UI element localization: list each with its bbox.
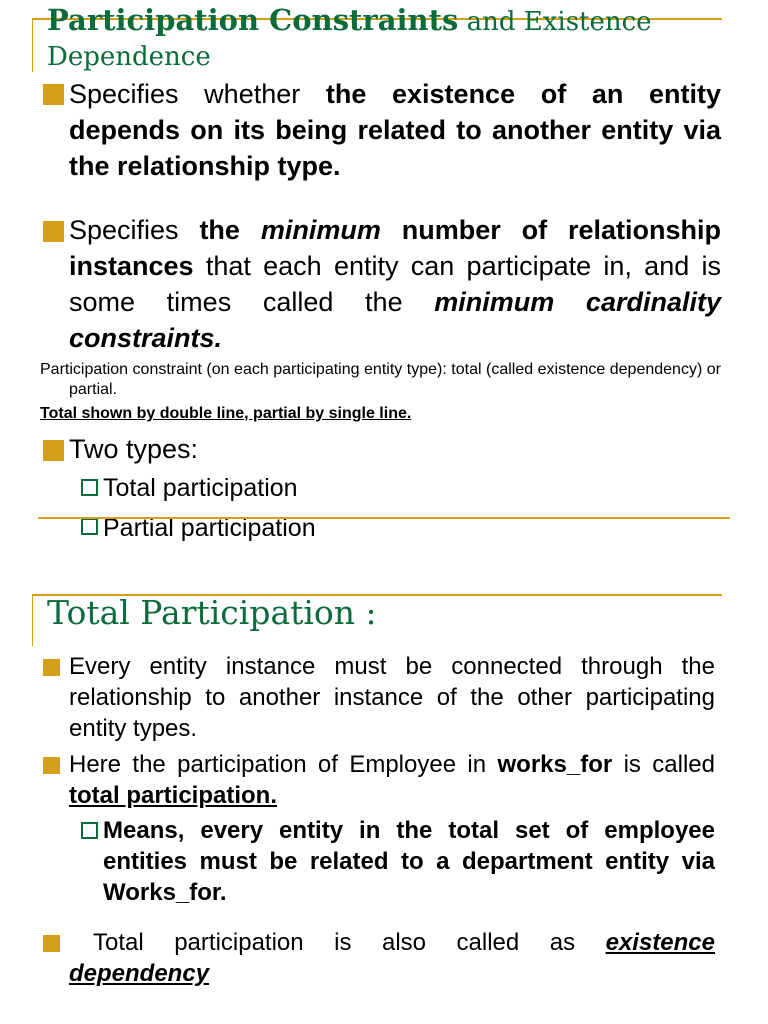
checkbox-icon: [81, 518, 98, 535]
bullet-minimum-b1: the: [199, 215, 261, 245]
bullet-two-types: Two types:: [69, 434, 199, 464]
line-style-note: [40, 404, 411, 424]
bullet-minimum-p1: Specifies: [69, 215, 200, 245]
bullet-employee-works-for: [69, 749, 715, 811]
bullet-square-icon: [43, 935, 60, 952]
bullet-existence-bold: the existence of an entity depends on its being related to another entity via the relationship type.: [69, 79, 721, 181]
checkbox-icon: [81, 479, 98, 496]
total-participation-underlined: total participation.: [69, 782, 278, 809]
employee-p2: is called: [612, 751, 716, 778]
employee-p1: Here the participation of Employee in: [69, 751, 498, 778]
checkbox-icon: [81, 822, 98, 839]
slide-2-left-rule: [32, 594, 33, 646]
slide-1-title: [47, 2, 747, 40]
sub-means-every-entity: [103, 815, 715, 908]
bullet-existence: [69, 76, 721, 184]
participation-note: [40, 360, 721, 400]
bullet-existence-dependency: [69, 927, 715, 989]
bullet-minimum: [69, 212, 721, 356]
bullet-minimum-b2: number of relationship instances: [69, 215, 721, 281]
bullet-minimum-italic1: minimum: [260, 215, 381, 245]
bullet-square-icon: [43, 659, 60, 676]
existence-dependency-p1: Total participation is also called as: [93, 929, 606, 956]
title-bold-part: Participation Constraints: [47, 3, 459, 37]
title-left-rule: [32, 18, 33, 72]
existence-dependency-term: existence dependency: [69, 929, 715, 987]
bullet-square-icon: [43, 221, 64, 242]
bullet-existence-plain: Specifies whether: [69, 79, 326, 109]
bullet-minimum-p2: that each entity can participate in, and is some times called the: [69, 251, 721, 317]
participation-note-text: Participation constraint (on each participating entity type): total (called existence dependency) or partial.: [40, 361, 721, 398]
bullet-square-icon: [43, 440, 64, 461]
bullet-every-entity: Every entity instance must be connected through the relationship to another instance of the other participating entity types.: [69, 653, 715, 742]
sub-means-text: Means, every entity in the total set of employee entities must be related to a department entity via Works_for.: [103, 817, 715, 906]
sub-item-partial: Partial participation: [103, 514, 316, 542]
bullet-square-icon: [43, 84, 64, 105]
bullet-square-icon: [43, 757, 60, 774]
title-rest-part: and Existence: [458, 7, 652, 37]
slide-2-title: Total Participation :: [47, 593, 377, 632]
line-style-note-text: Total shown by double line, partial by single line.: [40, 405, 412, 422]
works-for-bold: works_for: [497, 751, 613, 778]
slide-1-title-line2: Dependence: [47, 42, 211, 72]
bullet-minimum-italic2: minimum cardinality constraints.: [69, 287, 721, 353]
slide-1-bottom-rule: [38, 517, 730, 519]
sub-item-total: Total participation: [103, 474, 298, 502]
